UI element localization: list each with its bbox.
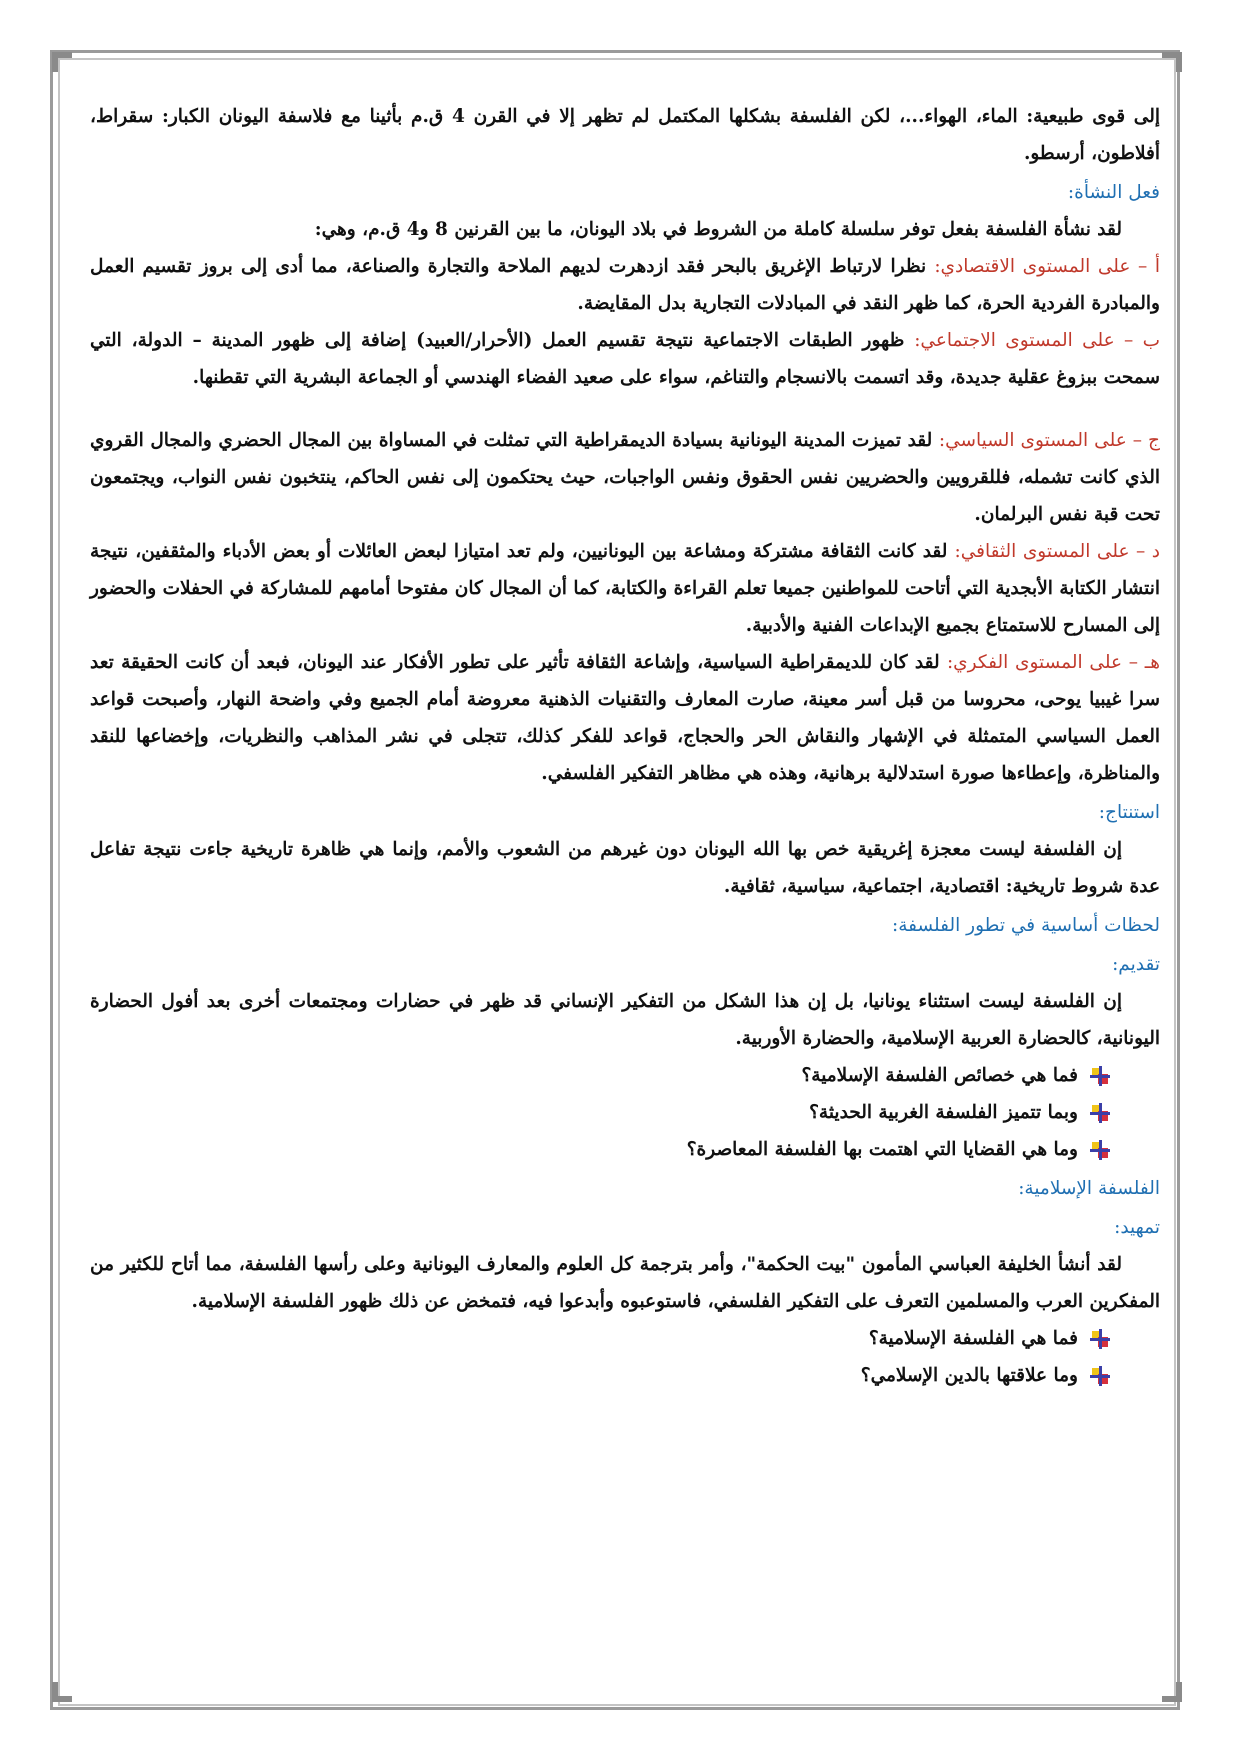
question-text: فما هي خصائص الفلسفة الإسلامية؟ bbox=[801, 1065, 1078, 1086]
text-intellectual: لقد كان للديمقراطية السياسية، وإشاعة الثقافة تأثير على تطور الأفكار عند اليونان، فبعد أن كانت الحقيقة تعد سرا غيبيا يوحى، محروسا من قبل أسر معينة، صارت المعارف والتقنيات الذهنية معروضة أمام الجميع وفي واضحة النهار، وأصبحت قواعد العمل السياسي المتمثلة في الإشهار والنقاش الحر والحجاج، قواعد للفكر كذلك، تتجلى في نشر المذاهب والنظريات، وإخضاعها للنقد والمناظرة، وإعطاءها صورة استدلالية برهانية، وهذه هي مظاهر التفكير الفلسفي. bbox=[90, 652, 1160, 784]
heading-key-moments: لحظات أساسية في تطور الفلسفة: bbox=[892, 915, 1160, 936]
paragraph-origin: لقد نشأة الفلسفة بفعل توفر سلسلة كاملة من الشروط في بلاد اليونان، ما بين القرنين 8 و4 ق.م، وهي: bbox=[314, 219, 1122, 240]
plus-bullet-icon bbox=[1090, 1066, 1110, 1086]
paragraph-intellectual bbox=[90, 644, 1160, 792]
text-political: لقد تميزت المدينة اليونانية بسيادة الديمقراطية التي تمثلت في المساواة بين المجال الحضري والمجال القروي الذي كانت تشمله، فللقرويين والحضريين نفس الحقوق ونفس الواجبات، حيث يحتكمون إلى نفس الحاكم، ينتخبون نفس النواب، ويجتمعون تحت قبة نفس البرلمان. bbox=[90, 430, 1160, 525]
heading-islamic-philosophy: الفلسفة الإسلامية: bbox=[1018, 1178, 1160, 1199]
question-text: وما هي القضايا التي اهتمت بها الفلسفة المعاصرة؟ bbox=[686, 1139, 1078, 1160]
paragraph-preface: لقد أنشأ الخليفة العباسي المأمون "بيت الحكمة"، وأمر بترجمة كل العلوم والمعارف اليونانية وعلى رأسها الفلسفة، مما أتاح للكثير من المفكرين العرب والمسلمين التعرف على التفكير الفلسفي، فاستوعبوه وأبدعوا فيه، فتمخض عن ذلك ظهور الفلسفة الإسلامية. bbox=[90, 1254, 1160, 1312]
plus-bullet-icon bbox=[1090, 1366, 1110, 1386]
lead-social: ب – على المستوى الاجتماعي: bbox=[914, 330, 1161, 351]
lead-economic: أ – على المستوى الاقتصادي: bbox=[934, 256, 1160, 277]
paragraph-social bbox=[90, 322, 1160, 396]
list-item bbox=[90, 1094, 1110, 1131]
paragraph-political bbox=[90, 422, 1160, 533]
heading-origin: فعل النشأة: bbox=[1067, 182, 1160, 203]
list-item bbox=[90, 1057, 1110, 1094]
heading-conclusion: استنتاج: bbox=[1098, 802, 1160, 823]
question-text: وما علاقتها بالدين الإسلامي؟ bbox=[860, 1365, 1078, 1386]
spacer bbox=[90, 396, 1160, 422]
corner-ornament-bottom-left bbox=[52, 1682, 72, 1702]
corner-ornament-bottom-right bbox=[1162, 1682, 1182, 1702]
paragraph-intro-continued: إلى قوى طبيعية: الماء، الهواء...، لكن الفلسفة بشكلها المكتمل لم تظهر إلا في القرن 4 ق.م بأثينا مع فلاسفة اليونان الكبار: سقراط، أفلاطون، أرسطو. bbox=[90, 106, 1160, 164]
text-economic: نظرا لارتباط الإغريق بالبحر فقد ازدهرت لديهم الملاحة والتجارة والصناعة، مما أدى إلى بروز تقسيم العمل والمبادرة الفردية الحرة، كما ظهر النقد في المبادلات التجارية بدل المقايضة. bbox=[90, 256, 1160, 314]
heading-preface: تمهيد: bbox=[1114, 1217, 1160, 1238]
text-cultural: لقد كانت الثقافة مشتركة ومشاعة بين اليونانيين، ولم تعد امتيازا لبعض العائلات أو بعض الأدباء والمثقفين، نتيجة انتشار الكتابة الأبجدية التي أتاحت للمواطنين جميعا تعلم القراءة والكتابة، كما أن المجال كان مفتوحا أمامهم للمشاركة في الحفلات والحضور إلى المسارح للاستمتاع بجميع الإبداعات الفنية والأدبية. bbox=[90, 541, 1160, 636]
lead-intellectual: هـ – على المستوى الفكري: bbox=[946, 652, 1160, 673]
paragraph-introduction: إن الفلسفة ليست استثناء يونانيا، بل إن هذا الشكل من التفكير الإنساني قد ظهر في حضارات ومجتمعات أخرى بعد أفول الحضارة اليونانية، كالحضارة العربية الإسلامية، والحضارة الأوربية. bbox=[90, 991, 1160, 1049]
lead-cultural: د – على المستوى الثقافي: bbox=[954, 541, 1160, 562]
question-list-islamic bbox=[90, 1320, 1160, 1394]
list-item bbox=[90, 1131, 1110, 1168]
corner-ornament-top-right bbox=[1162, 52, 1182, 72]
corner-ornament-top-left bbox=[52, 52, 72, 72]
list-item bbox=[90, 1320, 1110, 1357]
lead-political: ج – على المستوى السياسي: bbox=[938, 430, 1160, 451]
plus-bullet-icon bbox=[1090, 1329, 1110, 1349]
question-text: فما هي الفلسفة الإسلامية؟ bbox=[868, 1328, 1078, 1349]
document-body bbox=[90, 98, 1160, 1394]
question-list-intro bbox=[90, 1057, 1160, 1168]
text-social: ظهور الطبقات الاجتماعية نتيجة تقسيم العمل (الأحرار/العبيد) إضافة إلى ظهور المدينة – الدولة، التي سمحت ببزوغ عقلية جديدة، وقد اتسمت بالانسجام والتناغم، سواء على صعيد الفضاء الهندسي أو الجماعة البشرية التي تقطنها. bbox=[90, 330, 1160, 388]
paragraph-cultural bbox=[90, 533, 1160, 644]
list-item bbox=[90, 1357, 1110, 1394]
paragraph-conclusion: إن الفلسفة ليست معجزة إغريقية خص بها الله اليونان دون غيرهم من الشعوب والأمم، وإنما هي ظاهرة تاريخية جاءت نتيجة تفاعل عدة شروط تاريخية: اقتصادية، اجتماعية، سياسية، ثقافية. bbox=[90, 839, 1160, 897]
plus-bullet-icon bbox=[1090, 1140, 1110, 1160]
heading-introduction: تقديم: bbox=[1112, 954, 1160, 975]
paragraph-economic bbox=[90, 248, 1160, 322]
question-text: وبما تتميز الفلسفة الغربية الحديثة؟ bbox=[809, 1102, 1078, 1123]
plus-bullet-icon bbox=[1090, 1103, 1110, 1123]
